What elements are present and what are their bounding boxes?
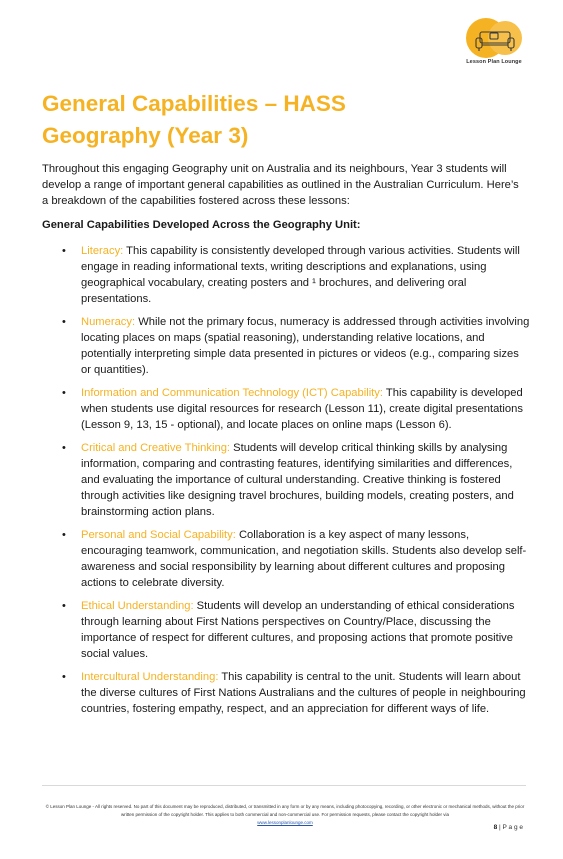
- website-link[interactable]: www.lessonplanlounge.com: [257, 820, 313, 825]
- footer-divider: [42, 785, 526, 786]
- bullet-icon: •: [62, 671, 66, 683]
- capability-description: This capability is consistently developed through various activities. Students will engage in reading informational texts, writing descriptions and explanations, using geographical vocabulary, creating posters and ¹ brochures, and delivering oral presentations.: [81, 245, 520, 305]
- capability-name: Intercultural Understanding:: [81, 671, 219, 683]
- capability-description: This capability is developed when students use digital resources for research (Lesson 11), create digital presentations (Lesson 9, 13, 15 - optional), and locate places on online maps (Lesson 6).: [81, 387, 523, 431]
- bullet-icon: •: [62, 529, 66, 541]
- capability-description: Students will develop an understanding of ethical considerations through learning about First Nations perspectives on Country/Place, discussing the importance of respect for different cultures, and proposing actions that promote positive social values.: [81, 600, 515, 660]
- list-item: [60, 527, 530, 591]
- list-item: [60, 598, 530, 662]
- list-item: [60, 385, 530, 433]
- capability-description: While not the primary focus, numeracy is addressed through activities involving locating places on maps (spatial reasoning), understanding relative locations, and potentially interpreting simple data presented in pictures or videos (e.g., comparing sizes or quantities).: [81, 316, 530, 376]
- bullet-icon: •: [62, 387, 66, 399]
- list-item: [60, 314, 530, 378]
- bullet-icon: •: [62, 442, 66, 454]
- bullet-icon: •: [62, 245, 66, 257]
- logo-text: Lesson Plan Lounge: [466, 59, 522, 65]
- page-number-value: 8: [493, 824, 498, 831]
- capability-description: This capability is central to the unit. Students will learn about the diverse cultures of First Nations Australians and the cultures of people in neighbouring countries, fostering empathy, respect, and an appreciation for different ways of life.: [81, 671, 526, 715]
- capability-name: Information and Communication Technology (ICT) Capability:: [81, 387, 383, 399]
- page-title: General Capabilities – HASS Geography (Year 3): [42, 91, 346, 148]
- capability-name: Critical and Creative Thinking:: [81, 442, 231, 454]
- bullet-icon: •: [62, 316, 66, 328]
- page-label: | P a g e: [499, 824, 523, 831]
- list-item: [60, 669, 530, 717]
- capability-name: Numeracy:: [81, 316, 136, 328]
- capabilities-list: [60, 243, 530, 724]
- capability-name: Ethical Understanding:: [81, 600, 194, 612]
- page-number: [494, 824, 523, 831]
- capability-name: Literacy:: [81, 245, 124, 257]
- capabilities-subheading: General Capabilities Developed Across the Geography Unit:: [42, 219, 361, 231]
- bullet-icon: •: [62, 600, 66, 612]
- capability-description: Collaboration is a key aspect of many lessons, encouraging teamwork, communication, and negotiation skills. Students also develop self-awareness and social responsibility by learning about different cultures and proposing actions to celebrate diversity.: [81, 529, 527, 589]
- list-item: [60, 440, 530, 520]
- capability-description: Students will develop critical thinking skills by analysing information, comparing and contrasting features, identifying similarities and differences, and evaluating the importance of cultural understanding. Creative thinking is fostered through activities like designing travel brochures, building models, creating posters, and brainstorming action plans.: [81, 442, 514, 518]
- copyright-text: © Lesson Plan Lounge - All rights reserved. No part of this document may be reproduced, distributed, or transmitted in any form or by any means, including photocopying, recording, or other electronic or mechanical methods, without the prior written permission of the copyright holder. This applies to both commercial and non-commercial use. For permission requests, please contact the copyright holder via: [45, 804, 525, 817]
- capability-name: Personal and Social Capability:: [81, 529, 236, 541]
- intro-paragraph: Throughout this engaging Geography unit on Australia and its neighbours, Year 3 students will develop a range of important general capabilities as outlined in the Australian Curriculum. Here’s a breakdown of the capabilities fostered across these lessons:: [42, 163, 519, 207]
- list-item: [60, 243, 530, 307]
- copyright-notice: [44, 803, 526, 827]
